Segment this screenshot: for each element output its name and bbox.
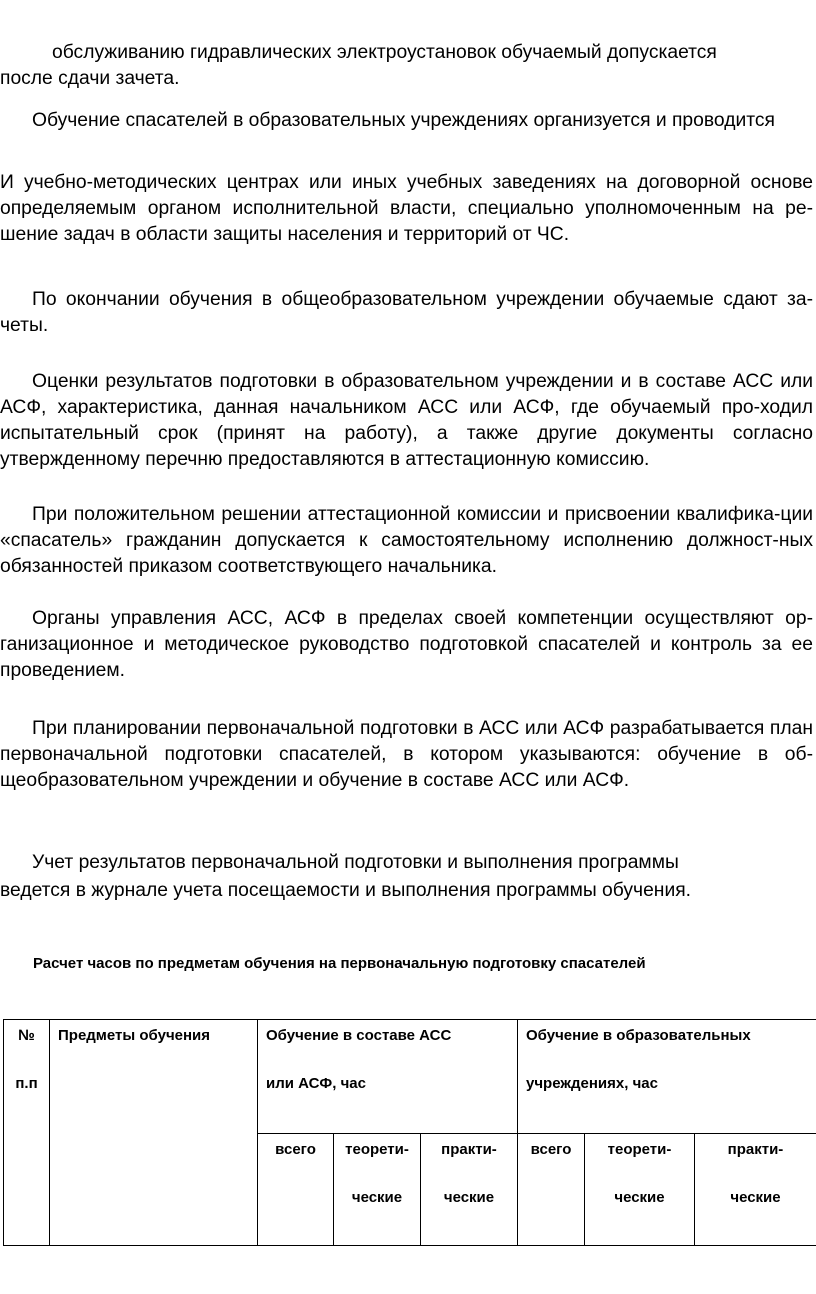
header-edu-total bbox=[518, 1134, 585, 1246]
paragraph-8-text: При планировании первоначальной подготовки в АСС или АСФ разрабатывается план первоначальной подготовки спасателей, в котором указываются: обучение в об-щеобразовательном учреждении и обучение в составе АСС или АСФ. bbox=[0, 718, 813, 791]
header-edu-theory-line-1: теорети- bbox=[607, 1141, 672, 1158]
header-edu-theory bbox=[585, 1134, 695, 1246]
header-edu-total-label: всего bbox=[530, 1141, 572, 1158]
header-edu-theory-line-2: ческие bbox=[614, 1189, 665, 1206]
header-asf-theory bbox=[334, 1134, 421, 1246]
header-asf-theory-line-1: теорети- bbox=[345, 1141, 409, 1158]
paragraph-1-line-1: обслуживанию гидравлических электроустановок обучаемый допускается bbox=[52, 42, 717, 63]
header-group-asf-line-2: или АСФ, час bbox=[266, 1075, 366, 1092]
header-number bbox=[4, 1020, 50, 1246]
header-edu-practice-line-2: ческие bbox=[730, 1189, 781, 1206]
header-edu-practice bbox=[695, 1134, 816, 1246]
paragraph-7-text: Органы управления АСС, АСФ в пределах своей компетенции осуществляют ор-ганизационное и методическое руководство подготовкой спасателей и контроль за ее проведением. bbox=[0, 608, 813, 681]
header-group-education-line-2: учреждениях, час bbox=[526, 1075, 658, 1092]
header-group-asf-line-1: Обучение в составе АСС bbox=[266, 1027, 452, 1044]
paragraph-2: Обучение спасателей в образовательных учреждениях организуется и проводится bbox=[32, 110, 775, 131]
table-title: Расчет часов по предметам обучения на первоначальную подготовку спасателей bbox=[33, 955, 646, 972]
hours-table bbox=[3, 1019, 816, 1246]
header-number-line-2: п.п bbox=[15, 1075, 38, 1092]
header-subjects bbox=[50, 1020, 258, 1246]
header-group-asf bbox=[258, 1020, 518, 1134]
header-asf-practice-line-2: ческие bbox=[443, 1189, 495, 1206]
header-group-education-line-1: Обучение в образовательных bbox=[526, 1027, 751, 1044]
paragraph-4 bbox=[0, 287, 813, 339]
header-number-line-1: № bbox=[18, 1027, 35, 1044]
paragraph-9-line-1: Учет результатов первоначальной подготовки и выполнения программы bbox=[32, 852, 679, 873]
header-asf-practice bbox=[421, 1134, 518, 1246]
paragraph-7 bbox=[0, 606, 813, 684]
paragraph-6 bbox=[0, 502, 813, 580]
paragraph-8 bbox=[0, 716, 813, 794]
paragraph-4-text: По окончании обучения в общеобразовательном учреждении обучаемые сдают за-четы. bbox=[0, 289, 813, 336]
paragraph-9-line-2: ведется в журнале учета посещаемости и выполнения программы обучения. bbox=[0, 880, 692, 901]
paragraph-6-text: При положительном решении аттестационной комиссии и присвоении квалифика-ции «спасатель» гражданин допускается к самостоятельному исполнению должност-ных обязанностей приказом соответствующего начальника. bbox=[0, 504, 813, 577]
header-asf-total-label: всего bbox=[275, 1141, 316, 1158]
paragraph-5 bbox=[0, 369, 813, 473]
header-group-education bbox=[518, 1020, 816, 1134]
paragraph-3 bbox=[0, 170, 813, 248]
header-subjects-label: Предметы обучения bbox=[58, 1027, 211, 1044]
paragraph-5-text: Оценки результатов подготовки в образовательном учреждении и в составе АСС или АСФ, характеристика, данная начальником АСС или АСФ, где обучаемый про-ходил испытательный срок (принят на работу), а также другие документы согласно утвержденному перечню предоставляются в аттестационную комиссию. bbox=[0, 371, 813, 470]
header-asf-practice-line-1: практи- bbox=[441, 1141, 497, 1158]
header-asf-theory-line-2: ческие bbox=[351, 1189, 403, 1206]
table-header-row-1 bbox=[4, 1020, 816, 1134]
header-asf-total bbox=[258, 1134, 334, 1246]
header-edu-practice-line-1: практи- bbox=[727, 1141, 784, 1158]
paragraph-3-text: И учебно-методических центрах или иных учебных заведениях на договорной основе определяемым органом исполнительной власти, специально уполномоченным на ре-шение задач в области защиты населения и территорий от ЧС. bbox=[0, 172, 813, 245]
paragraph-1-line-2: после сдачи зачета. bbox=[0, 68, 180, 89]
